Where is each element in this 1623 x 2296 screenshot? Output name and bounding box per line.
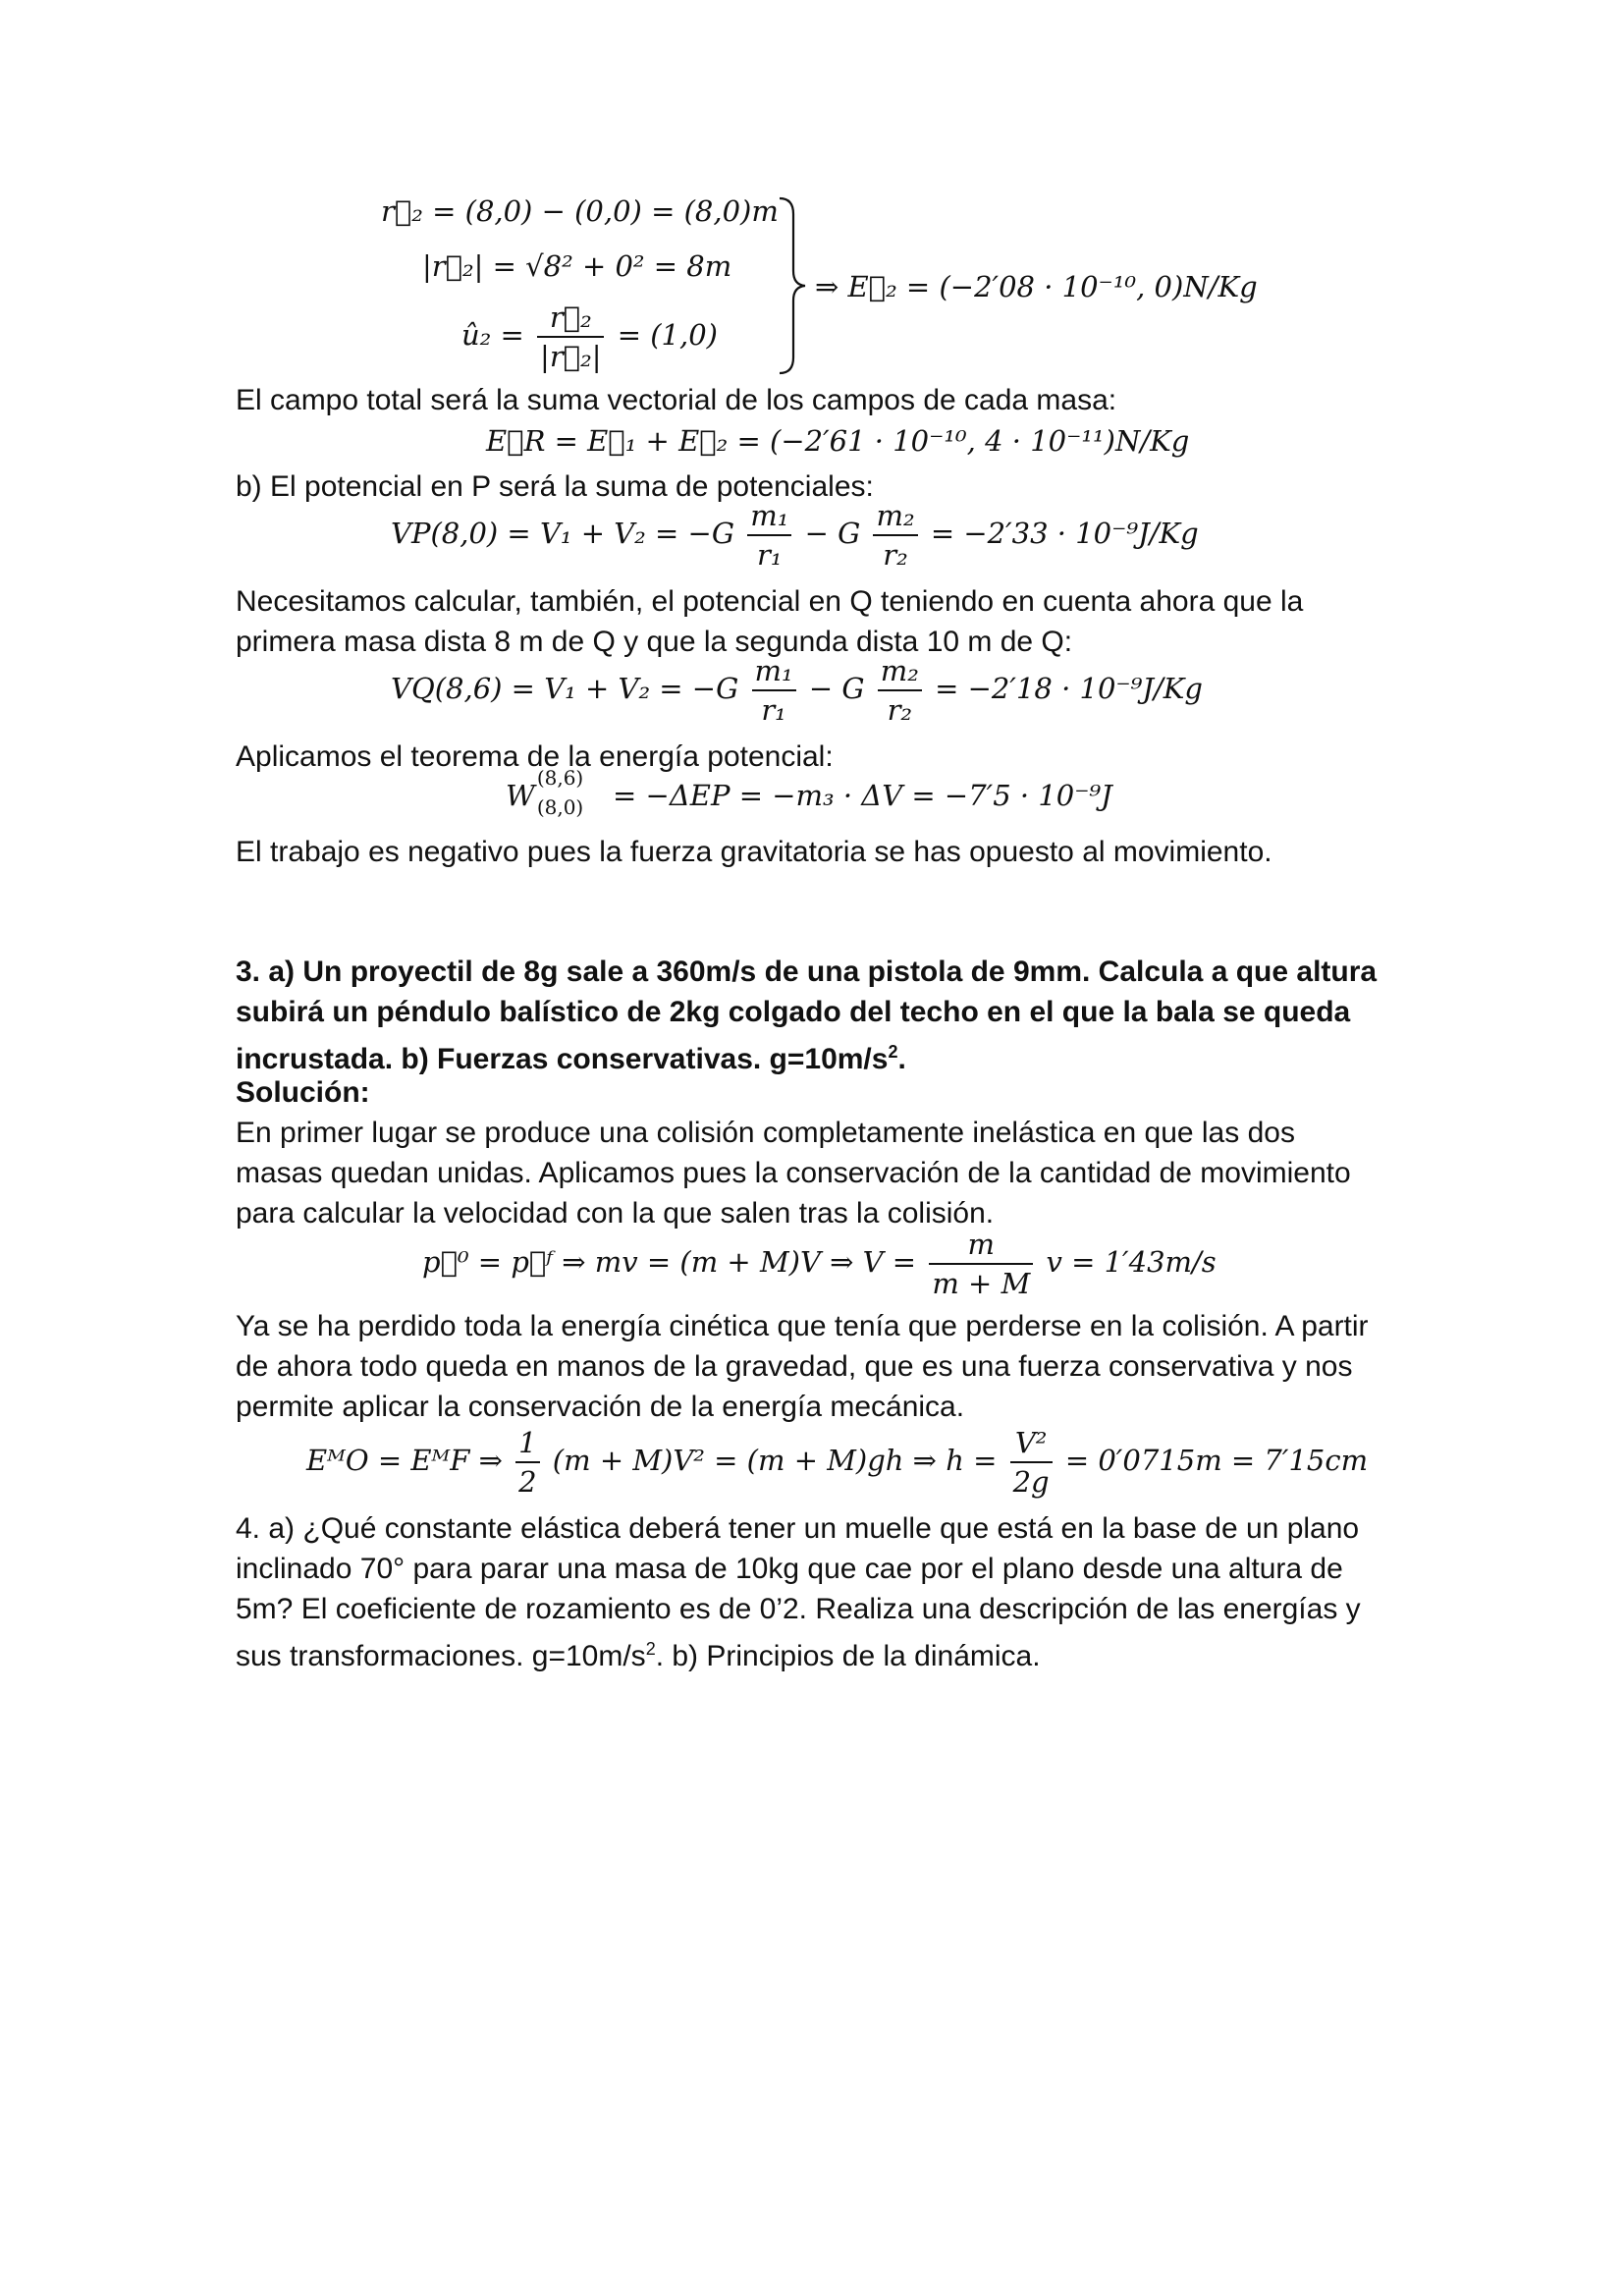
problem4-line2: inclinado 70° para parar una masa de 10kg que cae por el plano desde una altura de <box>236 1553 1343 1585</box>
problem4-line1: 4. a) ¿Qué constante elástica deberá tener un muelle que está en la base de un plano <box>236 1512 1360 1545</box>
eq-r2-vector: r⃗₂ = (8,0) − (0,0) = (8,0)m <box>381 194 779 228</box>
fraction: $\frac{\text{m₂}}{\text{r₂}}$ <box>878 654 922 727</box>
eq-r2-magnitude: |r⃗₂| = √8² + 0² = 8m <box>422 249 732 283</box>
text-colision-2: masas quedan unidas. Aplicamos pues la conservación de la cantidad de movimiento <box>236 1157 1351 1189</box>
eq-potential-q: VQ(8,6) = V₁ + V₂ = −G $\frac{\text{m₁}}{\text{r₁}}$ − G $\frac{\text{m₂}}{\text{r₂}}$ = −2′18 · 10⁻⁹J/Kg <box>391 654 1203 727</box>
fraction: $\frac{\text{m₁}}{\text{r₁}}$ <box>752 654 796 727</box>
fraction: $\frac{\text{m₂}}{\text{r₂}}$ <box>873 499 917 572</box>
eq-e2-result: ⇒ E⃗₂ = (−2′08 · 10⁻¹⁰, 0)N/Kg <box>815 270 1258 303</box>
right-brace-icon <box>776 196 811 375</box>
eq-energy: EᴹO = EᴹF ⇒ $\frac{1}{2}$ (m + M)V² = (m + M)gh ⇒ h = $\frac{\text{V²}}{2g}$ = 0′0715m = 7′15cm <box>306 1426 1369 1499</box>
text-energia-3: permite aplicar la conservación de la energía mecánica. <box>236 1391 965 1423</box>
eq-campo-total: E⃗R = E⃗₁ + E⃗₂ = (−2′61 · 10⁻¹⁰, 4 · 10⁻¹¹)N/Kg <box>486 424 1190 458</box>
text-campo-total: El campo total será la suma vectorial de los campos de cada masa: <box>236 384 1117 416</box>
fraction: $\frac{\text{m₁}}{\text{r₁}}$ <box>747 499 791 572</box>
text-trabajo: El trabajo es negativo pues la fuerza gravitatoria se has opuesto al movimiento. <box>236 836 1272 868</box>
problem3-line1: 3. a) Un proyectil de 8g sale a 360m/s de una pistola de 9mm. Calcula a que altura <box>236 956 1378 988</box>
eq-work: W (8,6) (8,0) = −ΔEP = −m₃ · ΔV = −7′5 · 10⁻⁹J <box>506 766 1112 819</box>
text-teorema: Aplicamos el teorema de la energía potencial: <box>236 740 834 773</box>
eq-momentum: p⃗⁰ = p⃗ᶠ ⇒ mv = (m + M)V ⇒ V = $\frac{m}{m + M}$ v = 1′43m/s <box>422 1228 1217 1300</box>
eq-potential-p: VP(8,0) = V₁ + V₂ = −G $\frac{\text{m₁}}{\text{r₁}}$ − G $\frac{\text{m₂}}{\text{r₂}}$ = −2′33 · 10⁻⁹J/Kg <box>391 499 1199 572</box>
text-potencial-p: b) El potencial en P será la suma de potenciales: <box>236 470 874 503</box>
eq-u2-unit: û₂ = $\frac{\text{r⃗₂}}{\text{|r⃗₂|}}$ = (1,0) <box>461 301 718 373</box>
problem4-line3: 5m? El coeficiente de rozamiento es de 0’2. Realiza una descripción de las energías y <box>236 1593 1361 1625</box>
text-colision-3: para calcular la velocidad con la que salen tras la colisión. <box>236 1197 995 1230</box>
fraction: $\frac{\text{V²}}{2g}$ <box>1010 1426 1053 1499</box>
text-energia-2: de ahora todo queda en manos de la gravedad, que es una fuerza conservativa y nos <box>236 1350 1353 1383</box>
problem3-line2: subirá un péndulo balístico de 2kg colgado del techo en el que la bala se queda <box>236 996 1351 1028</box>
text-potencial-q-1: Necesitamos calcular, también, el potencial en Q teniendo en cuenta ahora que la <box>236 585 1304 618</box>
fraction: $\frac{1}{2}$ <box>515 1426 539 1499</box>
problem3-line3: incrustada. b) Fuerzas conservativas. $g=10m/s^2$. <box>236 1042 906 1075</box>
fraction: $\frac{\text{r⃗₂}}{\text{|r⃗₂|}}$ <box>537 301 604 373</box>
text-potencial-q-2: primera masa dista 8 m de Q y que la segunda dista 10 m de Q: <box>236 626 1073 658</box>
text-colision-1: En primer lugar se produce una colisión completamente inelástica en que las dos <box>236 1117 1295 1149</box>
fraction: $\frac{m}{m + M}$ <box>929 1228 1033 1300</box>
text-energia-1: Ya se ha perdido toda la energía cinética que tenía que perderse en la colisión. A partir <box>236 1310 1369 1342</box>
solucion-heading: Solución: <box>236 1076 370 1109</box>
problem4-line4: sus transformaciones. $g=10m/s^2$. b) Principios de la dinámica. <box>236 1639 1041 1672</box>
